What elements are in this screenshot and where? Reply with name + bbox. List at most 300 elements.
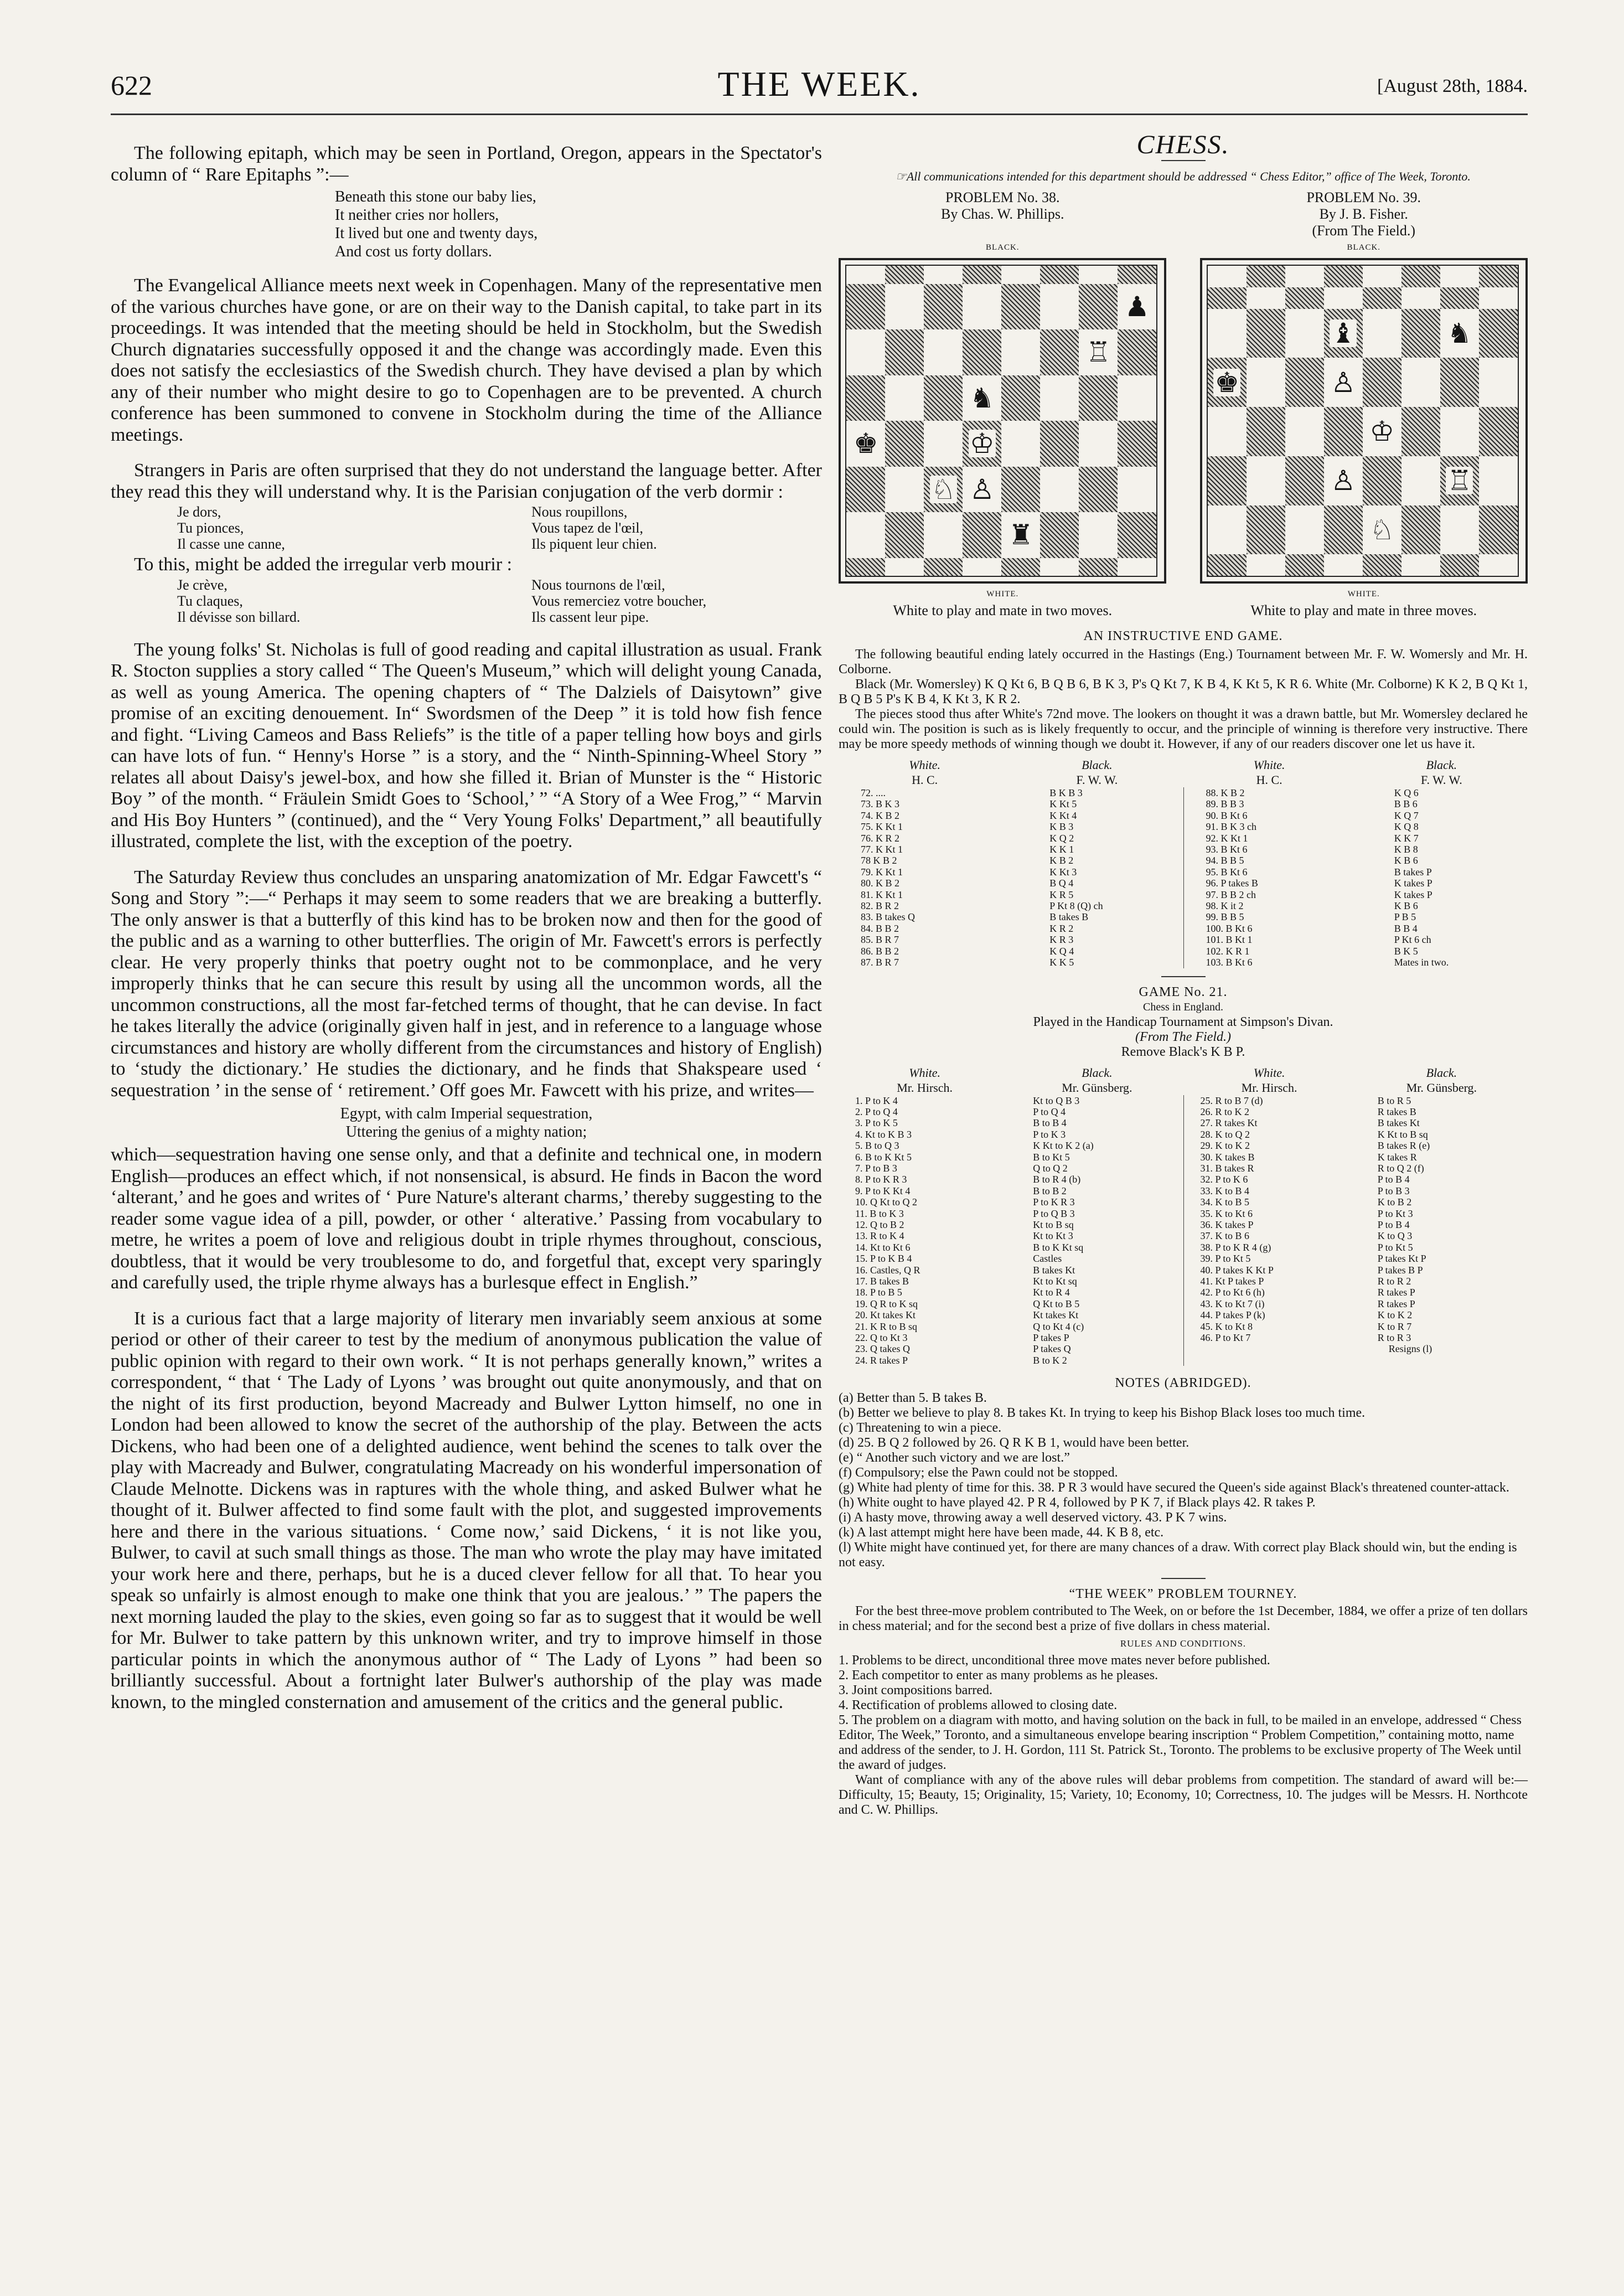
board-square [1118, 266, 1156, 284]
move-black: B takes Kt [1033, 1264, 1075, 1276]
page-number: 622 [111, 70, 152, 101]
move-black: K to K 2 [1377, 1309, 1413, 1321]
board-square [1440, 309, 1479, 358]
move-white: 34. K to B 5 [1200, 1196, 1250, 1208]
board-square [963, 558, 1001, 576]
conj-line: Vous tapez de l'œil, [531, 520, 644, 536]
move-black: P to K R 3 [1033, 1196, 1075, 1208]
move-white: 13. R to K 4 [855, 1230, 904, 1242]
move-black: K Kt 3 [1049, 866, 1077, 878]
resigns-label: Resigns (l) [1388, 1343, 1432, 1355]
note-item: (c) Threatening to win a piece. [839, 1421, 1002, 1436]
move-black: Kt takes Kt [1033, 1309, 1079, 1321]
problem-source [839, 223, 1167, 239]
move-black: K R 2 [1049, 922, 1074, 934]
board-square [1118, 421, 1156, 467]
tourney-closing: Want of compliance with any of the above rules will debar problems from competition. The standard of award will be:—Difficulty, 15; Beauty, 15; Originality, 15; Variety, 10; Economy, 10; Correctness, 10. The judges will be Messrs. H. Northcote and C. W. Phillips. [839, 1773, 1528, 1818]
move-white: 36. K takes P [1200, 1219, 1254, 1230]
chessboard-problem-39 [1207, 265, 1519, 577]
move-black: K takes P [1394, 878, 1432, 889]
board-square [1001, 375, 1040, 421]
move-black: B to K 2 [1033, 1354, 1067, 1366]
board-square [963, 421, 1001, 467]
move-white: 2. P to Q 4 [855, 1106, 898, 1117]
chessboard-problem-38 [845, 265, 1157, 577]
paragraph-saturday-review: The Saturday Review thus concludes an unsparing anatomization of Mr. Edgar Fawcett's “ Song and Story ”:—“ Perhaps it may seem to some readers that we are breaking a butterfly. The only answer is that a butterfly of this kind has to be broken now and then for the good of the public and as a warning to other butterflies. The origin of Mr. Fawcett's errors is perfectly clear. He very properly thinks that poetry ought not to be commonplace, and he very improperly thinks that he can secure this result by using all the uncommon words, all the uncommon constructions, all the most far-fetched terms of thought, that he can devise. In fact he takes literally the advice (originally given half in jest, and in reference to a language whose circumstances and history are wholly different from the circumstances and history of English) to ‘study the dictionary.’ He studies the dictionary, and he finds that Shakspeare used ‘ sequestration ’ in the sense of ‘ retirement.’ Off goes Mr. Fawcett with his prize, and writes— [111, 866, 822, 1101]
board-square [1479, 358, 1518, 407]
move-black: B takes Kt [1377, 1117, 1420, 1129]
moves-column [839, 787, 1011, 968]
move-black: P to B 4 [1377, 1219, 1410, 1230]
conj-line: Il dévisse son billard. [177, 608, 301, 625]
chess-heading: CHESS. [1136, 130, 1230, 159]
board-square [1440, 505, 1479, 555]
moves-column [1356, 787, 1528, 968]
player-name: Mr. Günsberg. [1062, 1080, 1132, 1095]
board-square [963, 284, 1001, 330]
board-square [1324, 287, 1363, 309]
move-black: K R 5 [1049, 889, 1074, 900]
board-square [1479, 407, 1518, 456]
game-odds: Remove Black's K B P. [1121, 1044, 1245, 1059]
board-square [1118, 512, 1156, 558]
epitaph-verse [111, 188, 822, 261]
board-square [1079, 329, 1118, 375]
move-white: 78 K B 2 [861, 855, 897, 866]
board-square [1208, 287, 1247, 309]
board-square [1479, 309, 1518, 358]
game-venue: Played in the Handicap Tournament at Simpson's Divan. [1033, 1014, 1333, 1029]
move-black: Kt to Kt sq [1033, 1276, 1077, 1287]
moves-column [1356, 1095, 1528, 1366]
board-square [1363, 554, 1401, 576]
col-head: White. [1253, 758, 1285, 772]
move-white: 99. B B 5 [1206, 911, 1244, 923]
board-square [1324, 358, 1363, 407]
black-pawn-icon: ♟ [1124, 290, 1150, 323]
board-square [1324, 407, 1363, 456]
board-square [1363, 456, 1401, 505]
move-white: 74. K B 2 [861, 809, 900, 821]
move-black: K K 7 [1394, 832, 1419, 844]
move-white: 100. B Kt 6 [1206, 922, 1253, 934]
move-white: 31. B takes R [1200, 1162, 1254, 1174]
board-square [1208, 407, 1247, 456]
short-rule [1161, 160, 1206, 161]
move-white: 93. B Kt 6 [1206, 844, 1248, 855]
move-black: B K B 3 [1049, 787, 1083, 798]
conj-line: Nous tournons de l'œil, [531, 576, 665, 593]
move-white: 95. B Kt 6 [1206, 866, 1248, 878]
move-black: Kt to R 4 [1033, 1287, 1070, 1298]
move-white: 21. K R to B sq [855, 1320, 918, 1332]
board-square [1401, 266, 1440, 287]
board-square [1208, 505, 1247, 555]
board-square [846, 329, 885, 375]
move-white: 14. Kt to Kt 6 [855, 1241, 911, 1253]
move-white: 38. P to K R 4 (g) [1200, 1241, 1271, 1253]
board-square [1401, 407, 1440, 456]
move-white: 11. B to K 3 [855, 1208, 904, 1219]
note-item: (k) A last attempt might here have been made, 44. K B 8, etc. [839, 1525, 1164, 1540]
col-head: Black. [1426, 1065, 1457, 1080]
move-black: P to B 4 [1377, 1174, 1410, 1185]
board-square [1208, 266, 1247, 287]
move-white: 18. P to B 5 [855, 1287, 902, 1298]
end-game-position: Black (Mr. Womersley) K Q Kt 6, B Q B 6, B K 3, P's Q Kt 7, K B 4, K Kt 5, K R 6. White (Mr. Colborne) K K 2, B Q Kt 1, B Q B 5 P's K B 4, K Kt 3, K R 2. [839, 677, 1528, 706]
board-label-white: WHITE. [986, 590, 1019, 598]
board-square [924, 329, 963, 375]
move-white: 32. P to K 6 [1200, 1174, 1248, 1185]
move-white: 84. B B 2 [861, 922, 899, 934]
short-rule [1161, 1578, 1206, 1579]
black-king-icon: ♚ [853, 427, 878, 460]
move-white: 86. B B 2 [861, 945, 899, 957]
note-item: (e) “ Another such victory and we are lost.” [839, 1451, 1070, 1466]
board-square [1118, 375, 1156, 421]
board-square [1079, 558, 1118, 576]
conj-line: Tu claques, [177, 592, 243, 609]
conj-line: Vous remerciez votre boucher, [531, 592, 707, 609]
move-black: K B 8 [1394, 844, 1418, 855]
move-white: 96. P takes B [1206, 878, 1258, 889]
header-rule [111, 113, 1528, 115]
move-black: P Kt 8 (Q) ch [1049, 900, 1103, 912]
note-item: (b) Better we believe to play 8. B takes Kt. In trying to keep his Bishop Black loses too much time. [839, 1406, 1366, 1421]
board-square [1118, 284, 1156, 330]
note-item: (h) White ought to have played 42. P R 4, followed by P K 7, if Black plays 42. R takes P. [839, 1495, 1316, 1510]
move-black: B to R 4 (b) [1033, 1174, 1081, 1185]
move-black: Q to Kt 4 (c) [1033, 1320, 1084, 1332]
moves-column [1183, 787, 1356, 968]
player-name: F. W. W. [1421, 773, 1462, 787]
move-white: 43. K to Kt 7 (i) [1200, 1298, 1265, 1309]
move-white: 16. Castles, Q R [855, 1264, 920, 1276]
move-black: P to B 3 [1377, 1185, 1410, 1196]
col-head: White. [909, 1065, 941, 1080]
conj-line: Je dors, [177, 504, 221, 520]
move-white: 23. Q takes Q [855, 1343, 910, 1355]
white-rook-icon: ♖ [1447, 465, 1472, 497]
board-square [1118, 329, 1156, 375]
move-white: 46. P to Kt 7 [1200, 1332, 1251, 1344]
conj-line: Nous roupillons, [531, 504, 628, 520]
end-game-players [839, 772, 1528, 787]
paragraph-sequestration-continued: which—sequestration having one sense only, and that a definite and technical one, in modern English—produces an effect which, if not nonsensical, is absurd. He finds in Bacon the word ‘alterant,’ and he goes and writes of ‘ Pure Nature's alterant charms,’ thereby suggesting to the reader some vague idea of a pill, powder, or other ‘ alterative.’ Passing from vocabulary to metre, he writes a poem of love and religious doubt in triple rhymes throughout, conscious, doubtless, that it would be very troublesome to do, and forgetful that, except very sparingly and carefully used, the triple rhyme always has a burlesque effect in English.” [111, 1144, 822, 1293]
move-black: K Q 2 [1049, 832, 1074, 844]
move-black: B to K Kt sq [1033, 1241, 1084, 1253]
move-white: 4. Kt to K B 3 [855, 1128, 912, 1140]
note-item: (f) Compulsory; else the Pawn could not be stopped. [839, 1466, 1118, 1480]
board-square [885, 558, 924, 576]
move-black: R takes P [1377, 1287, 1415, 1298]
paragraph-evangelical-alliance: The Evangelical Alliance meets next week in Copenhagen. Many of the representative men of the various churches have gone, or are on their way to the Danish capital, to take part in its proceedings. It was intended that the meeting should be held in Stockholm, but the Swedish Church dignataries successfully opposed it and the change was accordingly made. Even this does not satisfy the ecclesiastics of the Swedish church. They have devised a plan by which any of their number who might desire to go to Copenhagen are to be prevented. A church conference has been summoned to convene in Stockholm during the time of the Alliance meetings. [111, 275, 822, 445]
board-square [1247, 358, 1285, 407]
board-square [924, 284, 963, 330]
paragraph-strangers-paris: Strangers in Paris are often surprised that they do not understand the language better. After they read this they will understand why. It is the Parisian conjugation of the verb dormir : [111, 460, 822, 502]
board-square [1001, 284, 1040, 330]
tourney-intro: For the best three-move problem contributed to The Week, on or before the 1st December, 1884, we offer a prize of ten dollars in chess material; and for the second best a prize of five dollars in chess material. [839, 1604, 1528, 1634]
move-white: 8. P to K R 3 [855, 1174, 907, 1185]
player-name: H. C. [912, 773, 938, 787]
col-head: White. [909, 758, 941, 772]
board-square [963, 266, 1001, 284]
board-square [963, 375, 1001, 421]
move-white: 77. K Kt 1 [861, 844, 903, 855]
game-moves [839, 1095, 1528, 1366]
chess-notice: ☞All communications intended for this department should be addressed “ Chess Editor,” office of The Week, Toronto. [896, 169, 1471, 183]
move-white: 44. P takes P (k) [1200, 1309, 1265, 1321]
board-square [1208, 456, 1247, 505]
move-black: B takes R (e) [1377, 1140, 1430, 1152]
rule-item: 5. The problem on a diagram with motto, and having solution on the back in full, to be mailed in an envelope, addressed “ Chess Editor, The Week,” Toronto, and a simultaneous envelope bearing inscription “ Problem Competition,” containing motto, name and address of the sender, to J. H. Gordon, 111 St. Patrick St., Toronto. The problems to be exclusive property of The Week until the award of judges. [839, 1713, 1522, 1773]
move-black: B takes P [1394, 866, 1432, 878]
move-white: 87. B R 7 [861, 957, 899, 968]
move-black: K R 3 [1049, 934, 1074, 946]
move-black: P B 5 [1394, 911, 1416, 923]
col-head: Black. [1426, 758, 1457, 772]
move-white: 5. B to Q 3 [855, 1140, 899, 1152]
move-white: 1. P to K 4 [855, 1095, 898, 1106]
move-white: 85. B R 7 [861, 934, 899, 946]
conj-line: Il casse une canne, [177, 536, 285, 552]
board-square [1079, 467, 1118, 513]
board-square [1040, 375, 1079, 421]
move-black: P to Kt 5 [1377, 1241, 1413, 1253]
board-square [1118, 558, 1156, 576]
black-knight-icon: ♞ [1447, 317, 1472, 349]
move-black: K Q 8 [1394, 821, 1419, 833]
move-white: 33. K to B 4 [1200, 1185, 1250, 1196]
board-square [1247, 287, 1285, 309]
board-square [1440, 358, 1479, 407]
move-black: K Kt to B sq [1377, 1128, 1428, 1140]
board-square [1285, 287, 1324, 309]
board-square [1001, 266, 1040, 284]
move-white: 81. K Kt 1 [861, 889, 903, 900]
move-black: Q Kt to B 5 [1033, 1298, 1080, 1309]
board-square [846, 375, 885, 421]
move-white: 45. K to Kt 8 [1200, 1320, 1253, 1332]
move-white: 17. B takes B [855, 1276, 909, 1287]
problem-38 [839, 189, 1167, 619]
note-item: (d) 25. B Q 2 followed by 26. Q R K B 1, would have been better. [839, 1436, 1189, 1451]
board-square [846, 467, 885, 513]
note-item: (a) Better than 5. B takes B. [839, 1391, 987, 1406]
board-square [1208, 554, 1247, 576]
move-white: 42. P to Kt 6 (h) [1200, 1287, 1265, 1298]
rule-item: 3. Joint compositions barred. [839, 1683, 992, 1698]
board-square [1324, 505, 1363, 555]
move-black: R to R 3 [1377, 1332, 1411, 1344]
white-pawn-icon: ♙ [969, 473, 995, 505]
move-white: 82. B R 2 [861, 900, 899, 912]
problem-author: By J. B. Fisher. [1319, 206, 1408, 222]
black-rook-icon: ♜ [1008, 519, 1033, 551]
problem-39 [1200, 189, 1528, 619]
white-king-icon: ♔ [1369, 415, 1395, 448]
move-black: P takes P [1033, 1332, 1069, 1344]
move-black: R takes P [1377, 1298, 1415, 1309]
board-square [1324, 456, 1363, 505]
board-square [1247, 266, 1285, 287]
move-white: 15. P to K B 4 [855, 1253, 912, 1265]
board-frame [839, 258, 1166, 584]
board-square [1363, 358, 1401, 407]
game-subtitle: Chess in England. [1143, 1000, 1223, 1013]
move-white: 98. K it 2 [1206, 900, 1244, 912]
problem-title: PROBLEM No. 38. [945, 189, 1060, 205]
note-item: (g) White had plenty of time for this. 38. P R 3 would have secured the Queen's side against Black's threatened counter-attack. [839, 1480, 1509, 1495]
board-square [924, 421, 963, 467]
end-game-intro: The following beautiful ending lately occurred in the Hastings (Eng.) Tournament between Mr. F. W. Womersly and Mr. H. Colborne. [839, 647, 1528, 677]
verse-line: Beneath this stone our baby lies, [335, 188, 536, 205]
verse-line: And cost us forty dollars. [335, 243, 492, 260]
board-square [1247, 407, 1285, 456]
move-white: 90. B Kt 6 [1206, 809, 1248, 821]
board-square [1440, 456, 1479, 505]
move-white: 103. B Kt 6 [1206, 957, 1253, 968]
board-square [1363, 407, 1401, 456]
end-game-column-heads [839, 757, 1528, 772]
move-black: K to Q 3 [1377, 1230, 1413, 1242]
move-white: 19. Q R to K sq [855, 1298, 918, 1309]
board-square [1324, 266, 1363, 287]
board-square [1479, 456, 1518, 505]
move-black: K K 1 [1049, 844, 1074, 855]
board-square [1363, 287, 1401, 309]
move-white: 89. B B 3 [1206, 798, 1244, 810]
move-white: 94. B B 5 [1206, 855, 1244, 866]
move-black: B takes B [1049, 911, 1089, 923]
move-black: K takes R [1377, 1151, 1417, 1163]
board-square [885, 421, 924, 467]
move-black: B B 4 [1394, 922, 1418, 934]
moves-column [1183, 1095, 1356, 1366]
problem-diagrams [839, 189, 1528, 619]
end-game-moves [839, 787, 1528, 968]
game-column-heads [839, 1065, 1528, 1080]
white-king-icon: ♔ [969, 427, 995, 460]
move-white: 101. B Kt 1 [1206, 934, 1253, 946]
move-white: 27. R takes Kt [1200, 1117, 1258, 1129]
dormir-conjugation [111, 504, 822, 552]
board-square [1363, 309, 1401, 358]
move-black: P takes B P [1377, 1264, 1423, 1276]
board-square [846, 558, 885, 576]
move-black: B Q 4 [1049, 878, 1074, 889]
board-square [885, 467, 924, 513]
move-black: K Kt 5 [1049, 798, 1077, 810]
col-head: Black. [1082, 1065, 1113, 1080]
col-head: Black. [1082, 758, 1113, 772]
rules-title: RULES AND CONDITIONS. [1120, 1638, 1247, 1649]
move-black: P to Kt 3 [1377, 1208, 1413, 1219]
board-square [846, 421, 885, 467]
move-white: 29. K to K 2 [1200, 1140, 1250, 1152]
conj-line: Je crève, [177, 576, 227, 593]
board-square [1040, 266, 1079, 284]
board-square [1001, 558, 1040, 576]
move-black: P takes Q [1033, 1343, 1071, 1355]
white-pawn-icon: ♙ [1331, 366, 1356, 399]
note-item: (i) A hasty move, throwing away a well deserved victory. 43. P K 7 wins. [839, 1510, 1227, 1525]
moves-column [1011, 1095, 1183, 1366]
problem-caption: White to play and mate in three moves. [1250, 602, 1477, 618]
move-white: 25. R to B 7 (d) [1200, 1095, 1263, 1106]
mourir-conjugation [111, 577, 822, 625]
move-white: 22. Q to Kt 3 [855, 1332, 908, 1344]
move-white: 6. B to K Kt 5 [855, 1151, 912, 1163]
board-square [885, 375, 924, 421]
problem-title: PROBLEM No. 39. [1306, 189, 1421, 205]
board-square [1247, 456, 1285, 505]
board-square [924, 467, 963, 513]
paragraph-st-nicholas: The young folks' St. Nicholas is full of good reading and capital illustration as usual. Frank R. Stocton supplies a story called “ The Queen's Museum,” which will delight young Canada, as well as young America. The opening chapters of “ The Dalziels of Daisytown” give promise of an exciting denouement. In“ Swordsmen of the Deep ” it is told how fish fence and fight. “Living Cameos and Bass Reliefs” is the title of a paper telling how boys and girls can have lots of fun. “ Henny's Horse ” is a story, and the “ Ninth-Spinning-Wheel Story ” relates all about Daisy's jewel-box, and how she filled it. Brian of Munster is the “ Historic Boy ” of the month. “ Fräulein Smidt Goes to ‘School,’ ” “A Story of a Wee Frog,” “ Marvin and His Boy Hunters ” (continued), and the “ Very Young Folks' Department,” all beautifully illustrated, complete the list, with the exception of the poetry. [111, 639, 822, 852]
black-knight-icon: ♞ [969, 381, 995, 414]
board-square [1001, 467, 1040, 513]
moves-column [839, 1095, 1011, 1366]
move-white: 92. K Kt 1 [1206, 832, 1248, 844]
player-name: H. C. [1256, 773, 1282, 787]
board-square [1285, 554, 1324, 576]
board-square [1285, 266, 1324, 287]
paragraph-mourir-intro: To this, might be added the irregular verb mourir : [134, 554, 513, 575]
move-white: 102. K R 1 [1206, 945, 1250, 957]
page-header [111, 64, 1528, 113]
move-white: 40. P takes K Kt P [1200, 1264, 1274, 1276]
board-frame [1200, 258, 1528, 584]
board-square [1247, 505, 1285, 555]
paragraph-lady-of-lyons: It is a curious fact that a large majority of literary men invariably seem anxious at some period or other of their career to test by the medium of anonymous publication the value of public opinion with regard to their own work. “ It is not perhaps generally known,” writes a correspondent, “ that ‘ The Lady of Lyons ’ was brought out quite anonymously, and that on the night of its first production, beyond Macready and Bulwer Lytton himself, no one in London had been allowed to know the secret of the authorship of the play. Between the acts Dickens, who had been one of a delighted audience, went behind the scenes to talk over the play with Macready and Bulwer, congratulating Macready on his wonderful impersonation of Claude Melnotte. Dickens was in raptures with the whole thing, and asked Bulwer what he thought of it. Bulwer affected to find some fault with the plot, and suggested improvements here and there in the various situations. ‘ Come now,’ said Dickens, ‘ it is not like you, Bulwer, to cavil at such small things as those. The man who wrote the play may have imitated your work here and there, perhaps, but he is a duced clever fellow for all that. To hear you speak so unfairly is almost enough to make one think that you are jealous.’ ” The papers the next morning lauded the play to the skies, even going so far as to suggest that it would be well for Mr. Bulwer to take pattern by this unknown writer, and try to improve himself in those particular points in which the anonymous author of “ The Lady of Lyons ” had been so brilliantly successful. About a fortnight later Bulwer's authorship of the play was made known, to the mingled consternation and amusement of the critics and the general public. [111, 1308, 822, 1712]
move-white: 80. K B 2 [861, 878, 900, 889]
board-square [1479, 554, 1518, 576]
board-square [963, 467, 1001, 513]
board-square [1440, 266, 1479, 287]
left-column [111, 137, 822, 2269]
problem-caption: White to play and mate in two moves. [893, 602, 1113, 618]
move-black: Kt to Kt 3 [1033, 1230, 1073, 1242]
move-black: P to K 3 [1033, 1128, 1066, 1140]
move-white: 91. B K 3 ch [1206, 821, 1256, 833]
board-square [1285, 456, 1324, 505]
issue-date: [August 28th, 1884. [1377, 76, 1528, 96]
board-square [1285, 309, 1324, 358]
board-square [1208, 309, 1247, 358]
board-square [1079, 512, 1118, 558]
short-rule [1161, 976, 1206, 977]
board-square [1079, 266, 1118, 284]
paragraph-epitaph-intro: The following epitaph, which may be seen in Portland, Oregon, appears in the Spectator's column of “ Rare Epitaphs ”:— [111, 143, 822, 185]
move-white: 20. Kt takes Kt [855, 1309, 916, 1321]
sequestration-quote [111, 1105, 822, 1141]
board-square [885, 512, 924, 558]
board-square [885, 284, 924, 330]
board-square [1079, 375, 1118, 421]
move-white: 88. K B 2 [1206, 787, 1245, 798]
move-black: K Kt 4 [1049, 809, 1077, 821]
board-square [1079, 284, 1118, 330]
board-square [1247, 554, 1285, 576]
board-square [1040, 558, 1079, 576]
board-square [846, 512, 885, 558]
quote-line: Egypt, with calm Imperial sequestration, [340, 1105, 593, 1122]
board-square [963, 329, 1001, 375]
board-square [1401, 287, 1440, 309]
move-black: Q to Q 2 [1033, 1162, 1068, 1174]
game-title: GAME No. 21. [1139, 984, 1228, 999]
rule-item: 2. Each competitor to enter as many problems as he pleases. [839, 1668, 1158, 1683]
